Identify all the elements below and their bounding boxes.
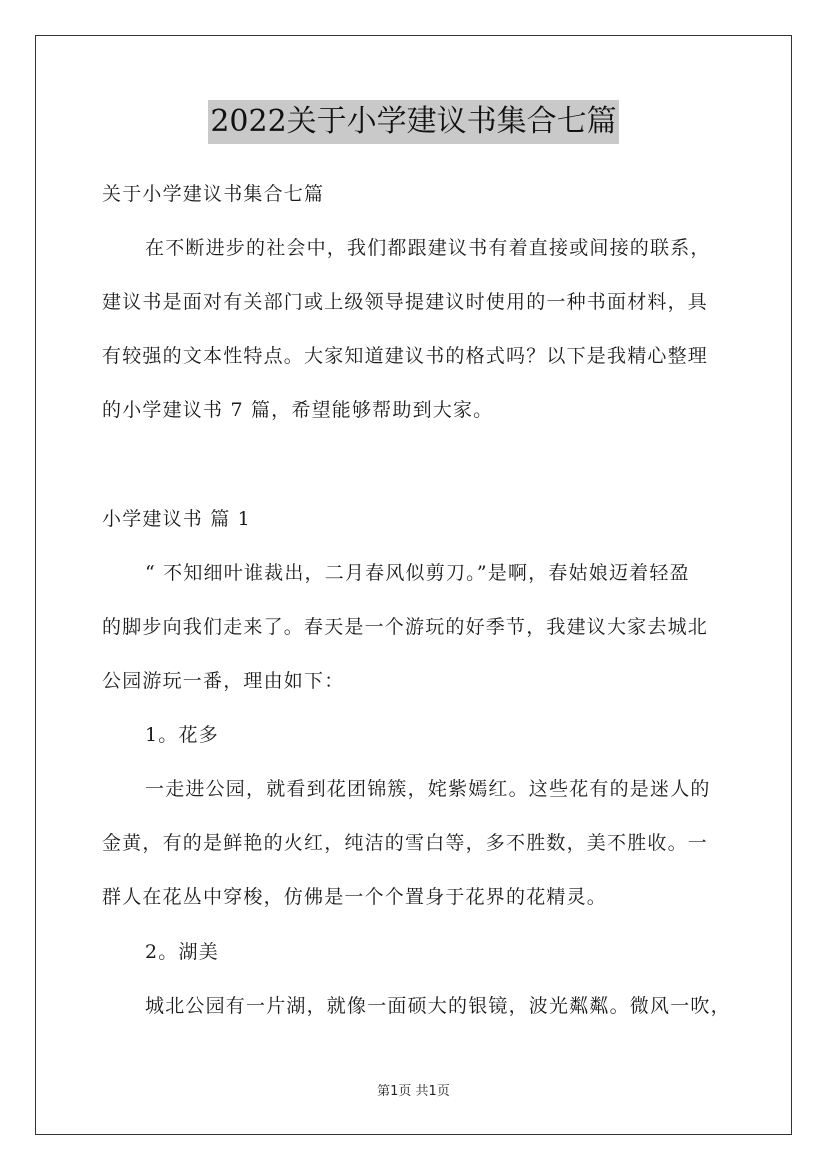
document-subtitle: 关于小学建议书集合七篇 <box>102 183 325 205</box>
section1-line-1: “ 不知细叶谁裁出，二月春风似剪刀。”是啊，春姑娘迈着轻盈 <box>145 562 690 584</box>
point1-heading: 1。花多 <box>145 724 219 746</box>
section1-line-2: 的脚步向我们走来了。春天是一个游玩的好季节，我建议大家去城北 <box>102 616 709 638</box>
intro-line-2: 建议书是面对有关部门或上级领导提建议时使用的一种书面材料，具 <box>102 291 709 313</box>
intro-line-4: 的小学建议书 7 篇，希望能够帮助到大家。 <box>102 399 494 421</box>
intro-line-1: 在不断进步的社会中，我们都跟建议书有着直接或间接的联系， <box>145 237 711 259</box>
point2-line-1: 城北公园有一片湖，就像一面硕大的银镜，波光粼粼。微风一吹， <box>145 995 731 1017</box>
page-footer: 第1页 共1页 <box>377 1084 450 1099</box>
point2-heading: 2。湖美 <box>145 941 219 963</box>
point1-line-3: 群人在花丛中穿梭，仿佛是一个个置身于花界的花精灵。 <box>102 886 608 908</box>
title-container <box>0 100 827 144</box>
intro-line-3: 有较强的文本性特点。大家知道建议书的格式吗？以下是我精心整理 <box>102 345 709 367</box>
document-title: 2022关于小学建议书集合七篇 <box>208 100 618 144</box>
section-heading: 小学建议书 篇 1 <box>102 508 251 530</box>
point1-line-2: 金黄，有的是鲜艳的火红，纯洁的雪白等，多不胜数，美不胜收。一 <box>102 832 709 854</box>
point1-line-1: 一走进公园，就看到花团锦簇，姹紫嫣红。这些花有的是迷人的 <box>145 778 711 800</box>
section1-line-3: 公园游玩一番，理由如下： <box>102 670 345 692</box>
